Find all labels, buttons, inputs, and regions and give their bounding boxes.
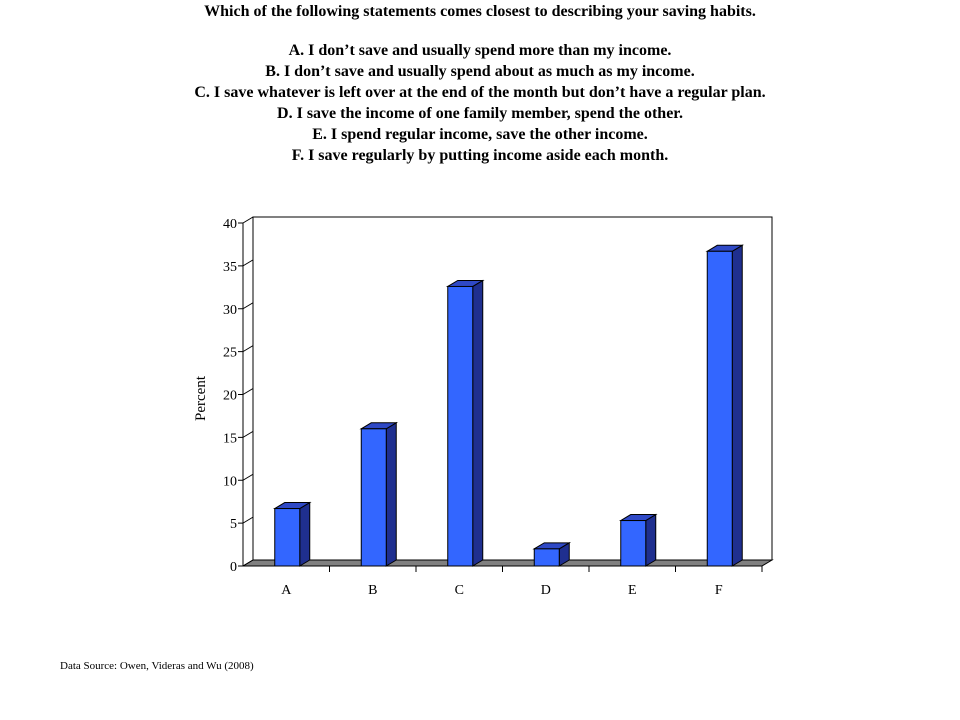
y-tick-depth <box>243 303 253 309</box>
bar-side <box>473 280 483 566</box>
option-b: B. I don’t save and usually spend about as much as my income. <box>265 63 695 80</box>
bar-side <box>646 515 656 566</box>
y-tick-depth <box>243 474 253 480</box>
y-tick-depth <box>243 217 253 223</box>
y-tick-label: 10 <box>223 474 237 490</box>
y-tick-depth <box>243 260 253 266</box>
x-tick-label: B <box>368 583 378 598</box>
x-tick-label: A <box>281 583 292 598</box>
y-tick-label: 15 <box>223 431 237 447</box>
bar-side <box>300 503 310 566</box>
bar <box>361 429 386 566</box>
bar <box>621 521 646 566</box>
x-tick-label: C <box>454 583 464 598</box>
question-text: Which of the following statements comes closest to describing your saving habits. <box>204 3 756 20</box>
bar <box>707 251 732 566</box>
y-tick-depth <box>243 346 253 352</box>
data-source-note: Data Source: Owen, Videras and Wu (2008) <box>60 660 254 672</box>
y-tick-depth <box>243 389 253 395</box>
y-tick-label: 20 <box>223 388 237 404</box>
bar-side <box>732 245 742 566</box>
y-axis-title: Percent <box>193 376 209 421</box>
y-tick-label: 5 <box>230 517 237 533</box>
x-tick-label: E <box>627 583 637 598</box>
y-tick-label: 30 <box>223 302 237 318</box>
option-d: D. I save the income of one family member, spend the other. <box>277 105 683 122</box>
x-tick-label: D <box>540 583 551 598</box>
option-e: E. I spend regular income, save the other income. <box>312 126 648 143</box>
y-tick-depth <box>243 431 253 437</box>
y-tick-label: 40 <box>223 217 237 232</box>
bar <box>275 509 300 566</box>
plot-area <box>253 217 772 560</box>
y-tick-label: 25 <box>223 345 237 361</box>
x-tick-label: F <box>714 583 723 598</box>
bar <box>534 549 559 566</box>
bar-side <box>386 423 396 566</box>
option-c: C. I save whatever is left over at the end of the month but don’t have a regular plan. <box>194 84 766 101</box>
option-a: A. I don’t save and usually spend more than my income. <box>288 42 672 59</box>
y-tick-label: 0 <box>230 560 237 575</box>
chart-floor <box>243 560 772 566</box>
bar <box>448 286 473 566</box>
y-tick-depth <box>243 517 253 523</box>
y-tick-label: 35 <box>223 259 237 275</box>
option-f: F. I save regularly by putting income aside each month. <box>291 147 669 164</box>
